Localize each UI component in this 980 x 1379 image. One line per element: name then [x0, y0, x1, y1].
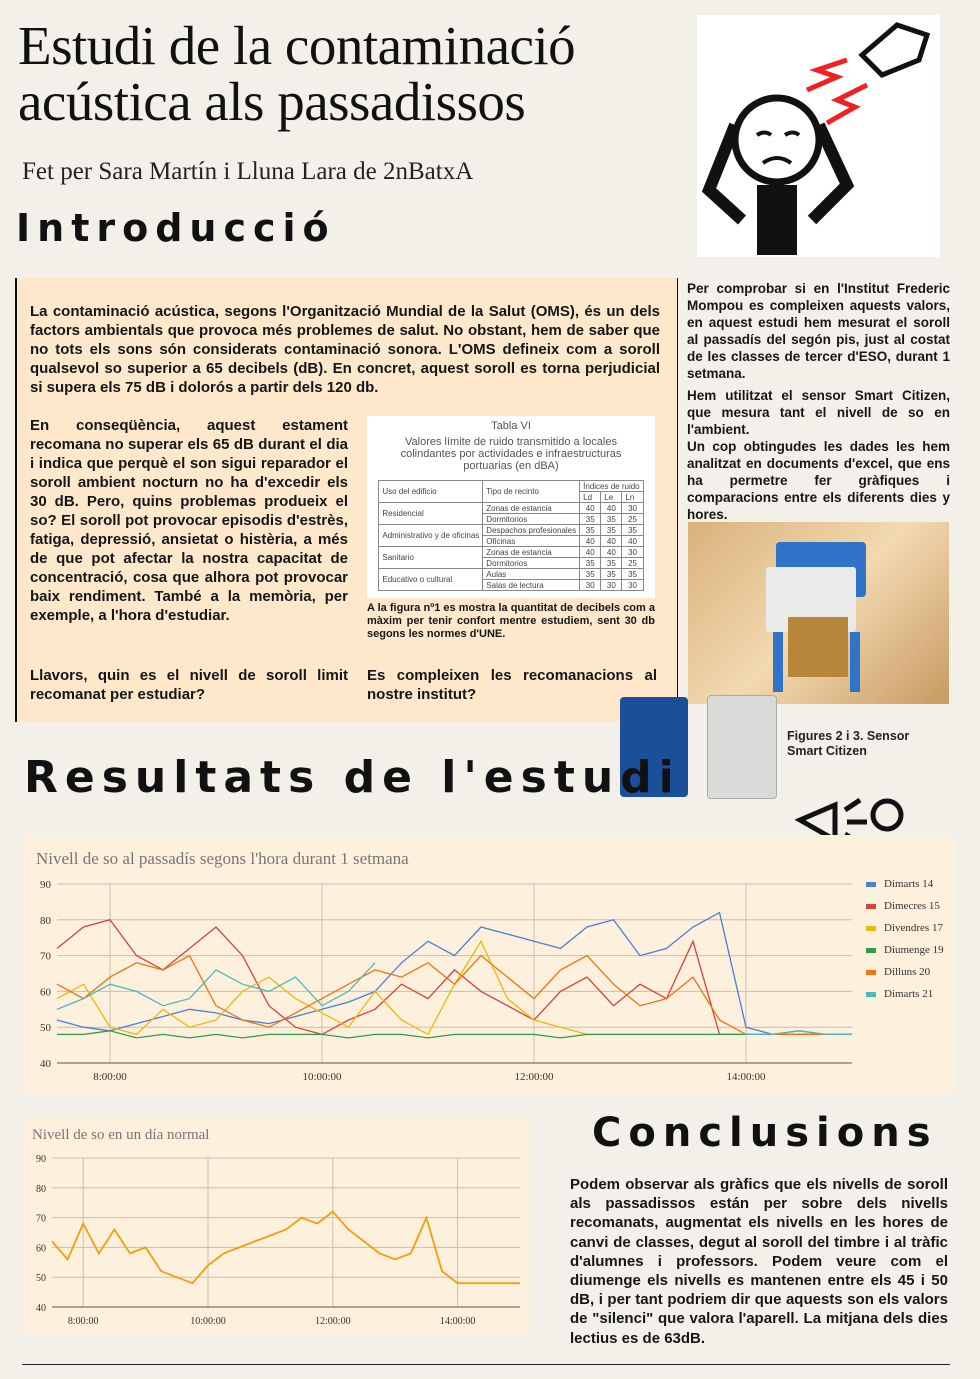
- y-tick-label: 60: [36, 1243, 46, 1255]
- x-tick-label: 8:00:00: [67, 1316, 99, 1327]
- legend-label: Dilluns 20: [884, 966, 931, 978]
- y-tick-label: 80: [36, 1183, 46, 1195]
- conclusions-text: Podem observar als gràfics que els nivells de soroll als passadissos están per sobre dels nivells recomanats, augmentat els nivells en les hores de canvi de classes, degut al soroll del timbre i al tràfic d'alumnes i professors. Podem veure com el diumenge els nivells es mantenen entre els 45 i 50 dB, i per tant podriem dir que aquests son els valors de "silenci" que valora l'aparell. La mitjana dels dies lectius es de 63dB.: [570, 1176, 948, 1347]
- table-cell-use: Educativo o cultural: [379, 569, 483, 591]
- y-tick-label: 70: [40, 950, 51, 963]
- legend-item: [866, 900, 940, 912]
- table-cell-use: Administrativo y de oficinas: [379, 525, 483, 547]
- table-cell-value: 25: [622, 514, 643, 525]
- method-paragraph-3: Un cop obtingudes les dades les hem analitzat en documents d'excel, que ens ha permetre fer gràfiques i comparacions entre els diferents dies y hores.: [687, 439, 950, 522]
- intro-question-2: Es compleixen les recomanacions al nostre institut?: [367, 667, 657, 703]
- table-cell-type: Aulas: [483, 569, 580, 580]
- conclusions-heading: Conclusions: [592, 1110, 938, 1156]
- chart-2-plot: [22, 1117, 530, 1333]
- table-subtitle: Valores límite de ruido transmitido a locales colindantes por actividades e infraestructuras portuarias (en dBA): [400, 436, 622, 472]
- y-tick-label: 50: [36, 1273, 46, 1285]
- table-header-use: Uso del edificio: [379, 481, 483, 503]
- legend-item: [866, 878, 933, 890]
- table-cell-value: 35: [580, 558, 601, 569]
- legend-swatch: [866, 904, 876, 909]
- noise-limits-table-figure: [367, 416, 655, 598]
- table-cell-type: Despachos profesionales: [483, 525, 580, 536]
- chart-1-plot: [22, 835, 955, 1093]
- table-cell-value: 30: [580, 580, 601, 591]
- legend-label: Dimarts 21: [884, 988, 934, 1000]
- table-cell-value: 35: [580, 569, 601, 580]
- x-tick-label: 10:00:00: [190, 1316, 226, 1327]
- figure-1-caption: A la figura nº1 es mostra la quantitat de decibels com a màxim per tenir confort mentre estudiem, sent 30 db segons les normes d'UNE.: [367, 602, 655, 640]
- legend-label: Dimarts 14: [884, 878, 934, 890]
- table-cell-value: 40: [601, 547, 622, 558]
- title-line-1: Estudi de la contaminació: [18, 15, 576, 76]
- y-tick-label: 80: [40, 914, 51, 927]
- legend-label: Dimecres 15: [884, 900, 940, 912]
- table-header-index-sub: Le: [601, 492, 622, 503]
- table-header-index-sub: Ln: [622, 492, 643, 503]
- table-header-index: Índices de ruido: [580, 481, 643, 492]
- table-cell-value: 40: [580, 503, 601, 514]
- legend-item: [866, 922, 943, 934]
- legend-label: Divendres 17: [884, 922, 943, 934]
- series-line-dimarts-21: [57, 963, 375, 1010]
- legend-label: Diumenge 19: [884, 944, 944, 956]
- headache-person-icon: [697, 15, 940, 257]
- legend-swatch: [866, 882, 876, 887]
- legend-swatch: [866, 970, 876, 975]
- table-title: Tabla VI: [491, 420, 531, 432]
- table-cell-value: 35: [622, 569, 643, 580]
- table-cell-value: 35: [601, 558, 622, 569]
- legend-swatch: [866, 992, 876, 997]
- table-cell-value: 40: [580, 536, 601, 547]
- introduction-heading: Introducció: [16, 206, 336, 250]
- intro-paragraph-2: En conseqüència, aquest estament recomana no superar els 65 dB durant el dia i indica que perquè el son sigui reparador el soroll ambient nocturn no ha d'excedir els 30 dB. Pero, quins problemas produeix el so? El soroll pot provocar episodis d'estrès, fatiga, depressió, ansietat o histèria, a més de que pot afectar la nostra capacitat de concentració, cosa que alhora pot provocar baix rendiment. També a la memòria, per exemple, a l'hora d'estudiar.: [30, 417, 348, 624]
- table-cell-value: 40: [580, 547, 601, 558]
- table-cell-value: 35: [601, 525, 622, 536]
- sensor-board-front-image: [707, 695, 777, 799]
- legend-swatch: [866, 948, 876, 953]
- table-cell-value: 30: [622, 580, 643, 591]
- table-cell-type: Zonas de estancia: [483, 503, 580, 514]
- series-line-dimarts-14: [57, 913, 852, 1035]
- table-row: [379, 547, 643, 558]
- x-tick-label: 8:00:00: [93, 1071, 127, 1083]
- noise-limits-table: [378, 480, 643, 591]
- results-heading: Resultats de l'estudi: [24, 752, 681, 803]
- method-text: [687, 280, 950, 523]
- figures-2-3-caption: Figures 2 i 3. Sensor Smart Citizen: [787, 729, 910, 758]
- table-cell-value: 40: [622, 536, 643, 547]
- noise-illustration: [697, 15, 940, 257]
- weekly-noise-chart: [22, 835, 955, 1093]
- y-tick-label: 40: [36, 1303, 46, 1314]
- table-cell-type: Dormitorios: [483, 514, 580, 525]
- x-tick-label: 12:00:00: [514, 1071, 554, 1083]
- table-row: [379, 525, 643, 536]
- table-cell-value: 40: [601, 536, 622, 547]
- method-paragraph-2: Hem utilitzat el sensor Smart Citizen, que mesura tant el nivell de so en l'ambient.: [687, 388, 950, 437]
- x-tick-label: 14:00:00: [439, 1316, 476, 1327]
- x-tick-label: 12:00:00: [315, 1316, 351, 1327]
- legend-item: [866, 966, 930, 978]
- y-tick-label: 70: [36, 1213, 46, 1225]
- table-cell-use: Residencial: [379, 503, 483, 525]
- table-cell-type: Zonas de estancia: [483, 547, 580, 558]
- normal-day-noise-chart: [22, 1117, 530, 1333]
- x-tick-label: 14:00:00: [726, 1071, 766, 1083]
- table-cell-value: 35: [580, 525, 601, 536]
- legend-item: [866, 988, 933, 1000]
- series-line-dimecres-15: [57, 920, 852, 1035]
- table-cell-value: 35: [601, 514, 622, 525]
- table-row: [379, 569, 643, 580]
- table-cell-value: 30: [601, 580, 622, 591]
- method-paragraph-1: Per comprobar si en l'Institut Frederic Mompou es compleixen aquests valors, en aquest estudi hem mesurat el soroll al passadís del segón pis, just al costat de les classes de tercer d'ESO, durant 1 setmana.: [687, 281, 950, 381]
- table-cell-value: 35: [601, 569, 622, 580]
- chart-2-title: Nivell de so en un día normal: [32, 1127, 210, 1143]
- y-tick-label: 90: [40, 879, 51, 891]
- table-cell-type: Oficinas: [483, 536, 580, 547]
- table-cell-use: Sanitario: [379, 547, 483, 569]
- legend-swatch: [866, 926, 876, 931]
- y-tick-label: 50: [40, 1022, 51, 1035]
- smart-citizen-sensor-image: [688, 522, 949, 704]
- table-cell-type: Dormitorios: [483, 558, 580, 569]
- chart-1-title: Nivell de so al passadís segons l'hora durant 1 setmana: [36, 849, 409, 868]
- intro-paragraph-1: La contaminació acústica, segons l'Organització Mundial de la Salut (OMS), és un dels factors ambientals que provoca més problemes de salut. No obstant, hem de saber que no tots els sons són considerats contaminació sonora. L'OMS defineix com a soroll qualsevol so superior a 65 decibels (dB). En concret, aquest soroll es torna perjudicial si supera els 75 dB i dolorós a partir dels 120 db.: [30, 303, 660, 396]
- table-cell-value: 40: [601, 503, 622, 514]
- series-line-diumenge-19: [57, 1031, 852, 1038]
- table-cell-value: 35: [622, 525, 643, 536]
- bottom-divider: [22, 1364, 950, 1365]
- table-cell-value: 30: [622, 547, 643, 558]
- table-header-type: Tipo de recinto: [483, 481, 580, 503]
- table-cell-value: 35: [580, 514, 601, 525]
- poster-subtitle: Fet per Sara Martín i Lluna Lara de 2nBatxA: [22, 158, 474, 185]
- sensor-photo: [688, 522, 949, 704]
- table-row: [379, 503, 643, 514]
- intro-question-1: Llavors, quin es el nivell de soroll limit recomanat per estudiar?: [30, 667, 348, 703]
- y-tick-label: 60: [40, 986, 51, 999]
- legend-item: [866, 944, 944, 956]
- table-header-index-sub: Ld: [580, 492, 601, 503]
- x-tick-label: 10:00:00: [302, 1071, 342, 1083]
- title-line-2: acústica als passadissos: [18, 71, 526, 132]
- table-cell-value: 25: [622, 558, 643, 569]
- y-tick-label: 40: [40, 1058, 51, 1070]
- y-tick-label: 90: [36, 1154, 46, 1165]
- table-cell-type: Salas de lectura: [483, 580, 580, 591]
- table-cell-value: 30: [622, 503, 643, 514]
- poster-title: [18, 15, 576, 132]
